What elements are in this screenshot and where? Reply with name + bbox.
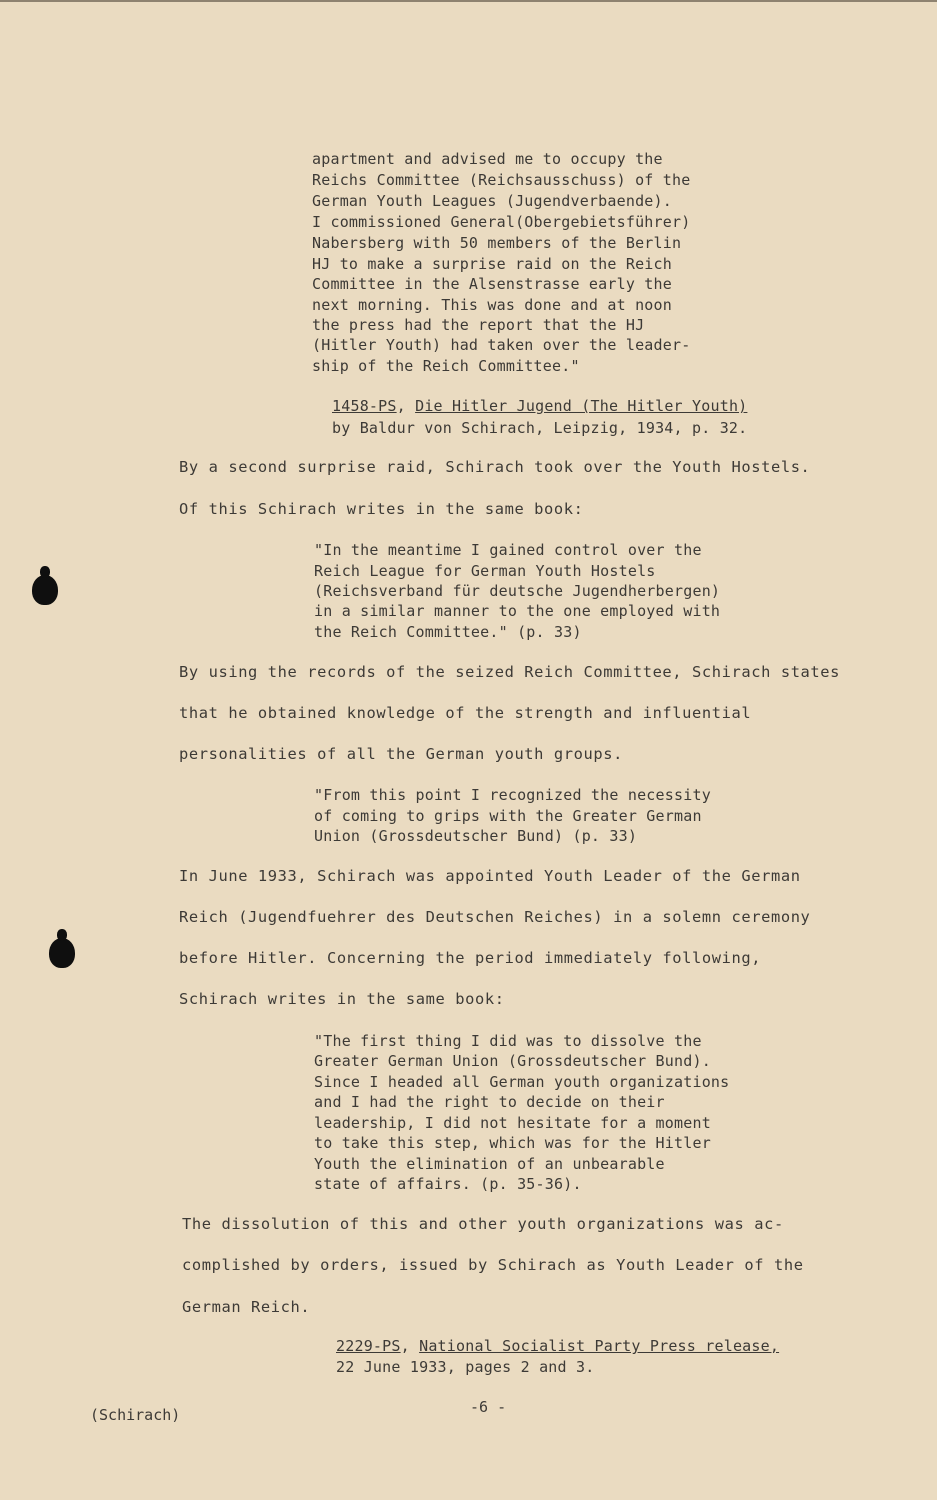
quote-line: (Hitler Youth) had taken over the leader- <box>312 336 691 354</box>
quote-line: HJ to make a surprise raid on the Reich <box>312 255 672 273</box>
quote-line: I commissioned General(Obergebietsführer) <box>312 213 691 231</box>
quote-line: Committee in the Alsenstrasse early the <box>312 275 672 293</box>
quote-line: apartment and advised me to occupy the <box>312 150 663 168</box>
quote-line: Reich League for German Youth Hostels <box>314 562 656 580</box>
quote-line: Union (Grossdeutscher Bund) (p. 33) <box>314 827 638 845</box>
quote-line: (Reichsverband für deutsche Jugendherbergen) <box>314 582 721 600</box>
citation-line-1 <box>336 1337 779 1355</box>
quote-line: "In the meantime I gained control over the <box>314 541 702 559</box>
quote-line: next morning. This was done and at noon <box>312 296 672 314</box>
quote-line: and I had the right to decide on their <box>314 1093 665 1111</box>
paragraph-line: complished by orders, issued by Schirach as Youth Leader of the <box>182 1256 804 1274</box>
quote-line: German Youth Leagues (Jugendverbaende). <box>312 192 672 210</box>
quote-line: the press had the report that the HJ <box>312 316 645 334</box>
punch-hole-lower <box>49 938 75 968</box>
top-edge-line <box>0 0 937 2</box>
paragraph-line: Of this Schirach writes in the same book: <box>179 500 584 518</box>
citation-separator: , <box>396 397 416 415</box>
quote-line: in a similar manner to the one employed with <box>314 602 721 620</box>
quote-line: "From this point I recognized the necessity <box>314 786 711 804</box>
paragraph-line: that he obtained knowledge of the strength and influential <box>179 704 752 722</box>
paragraph-line: personalities of all the German youth groups. <box>179 745 623 763</box>
quote-line: Since I headed all German youth organizations <box>314 1073 730 1091</box>
citation-line-1 <box>332 397 747 415</box>
quote-line: Reichs Committee (Reichsausschuss) of the <box>312 171 691 189</box>
quote-line: the Reich Committee." (p. 33) <box>314 623 582 641</box>
footer-defendant-label: (Schirach) <box>90 1406 181 1424</box>
quote-line: to take this step, which was for the Hitler <box>314 1134 711 1152</box>
paragraph-line: The dissolution of this and other youth organizations was ac- <box>182 1215 784 1233</box>
citation-line-2: by Baldur von Schirach, Leipzig, 1934, p. 32. <box>332 419 748 437</box>
citation-doc-number: 1458-PS <box>332 397 397 415</box>
quote-line: Nabersberg with 50 members of the Berlin <box>312 234 682 252</box>
paragraph-line: By using the records of the seized Reich Committee, Schirach states <box>179 663 841 681</box>
page-number: -6 - <box>470 1398 507 1416</box>
citation-title: National Socialist Party Press release, <box>419 1337 780 1355</box>
paragraph-line: In June 1933, Schirach was appointed Youth Leader of the German <box>179 867 801 885</box>
quote-line: Greater German Union (Grossdeutscher Bund). <box>314 1052 711 1070</box>
citation-title: Die Hitler Jugend (The Hitler Youth) <box>415 397 748 415</box>
quote-line: leadership, I did not hesitate for a moment <box>314 1114 711 1132</box>
quote-line: of coming to grips with the Greater German <box>314 807 702 825</box>
quote-line: ship of the Reich Committee." <box>312 357 580 375</box>
quote-line: Youth the elimination of an unbearable <box>314 1155 665 1173</box>
citation-doc-number: 2229-PS <box>336 1337 401 1355</box>
quote-line: "The first thing I did was to dissolve the <box>314 1032 702 1050</box>
paragraph-line: Reich (Jugendfuehrer des Deutschen Reiches) in a solemn ceremony <box>179 908 811 926</box>
paragraph-line: Schirach writes in the same book: <box>179 990 505 1008</box>
paragraph-line: German Reich. <box>182 1298 311 1316</box>
paragraph-line: before Hitler. Concerning the period immediately following, <box>179 949 762 967</box>
paragraph-line: By a second surprise raid, Schirach took over the Youth Hostels. <box>179 458 811 476</box>
citation-separator: , <box>400 1337 420 1355</box>
punch-hole-upper <box>32 575 58 605</box>
citation-line-2: 22 June 1933, pages 2 and 3. <box>336 1358 595 1376</box>
quote-line: state of affairs. (p. 35-36). <box>314 1175 582 1193</box>
